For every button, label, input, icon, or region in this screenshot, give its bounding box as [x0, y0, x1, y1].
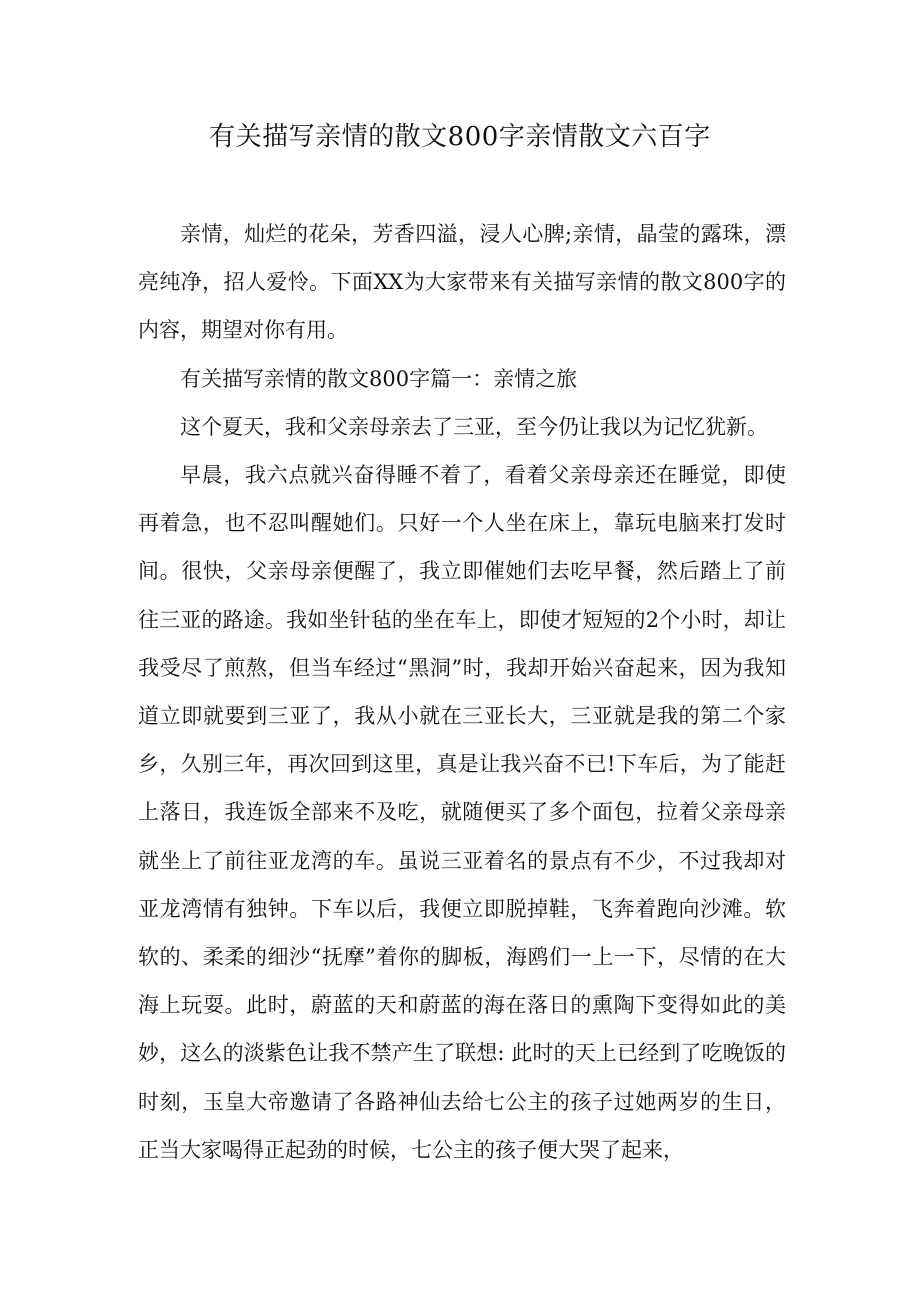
paragraph-intro: 亲情，灿烂的花朵，芳香四溢，浸人心脾;亲情，晶莹的露珠，漂亮纯净，招人爱怜。下面XX为大家带来有关描写亲情的散文800字的内容，期望对你有用。: [138, 222, 786, 343]
document-body: [138, 210, 786, 1174]
paragraph-summer: 这个夏天，我和父亲母亲去了三亚，至今仍让我以为记忆犹新。: [180, 414, 768, 439]
paragraph-section-heading: 有关描写亲情的散文800字篇一：亲情之旅: [180, 366, 578, 391]
document-title: 有关描写亲情的散文800字亲情散文六百字: [209, 122, 711, 152]
paragraph-morning: 早晨，我六点就兴奋得睡不着了，看着父亲母亲还在睡觉，即使再着急，也不忍叫醒她们。只好一个人坐在床上，靠玩电脑来打发时间。很快，父亲母亲便醒了，我立即催她们去吃早餐，然后踏上了前往三亚的路途。我如坐针毡的坐在车上，即使才短短的2个小时，却让我受尽了煎熬，但当车经过“黑洞”时，我却开始兴奋起来，因为我知道立即就要到三亚了，我从小就在三亚长大，三亚就是我的第二个家乡，久别三年，再次回到这里，真是让我兴奋不已!下车后，为了能赶上落日，我连饭全部来不及吃，就随便买了多个面包，拉着父亲母亲就坐上了前往亚龙湾的车。虽说三亚着名的景点有不少，不过我却对亚龙湾情有独钟。下车以后，我便立即脱掉鞋，飞奔着跑向沙滩。软软的、柔柔的细沙“抚摩”着你的脚板，海鸥们一上一下，尽情的在大海上玩耍。此时，蔚蓝的天和蔚蓝的海在落日的熏陶下变得如此的美妙，这么的淡紫色让我不禁产生了联想: 此时的天上已经到了吃晚饭的时刻，玉皇大帝邀请了各路神仙去给七公主的孩子过她两岁的生日，正当大家喝得正起劲的时候，七公主的孩子便大哭了起来，: [138, 463, 786, 1162]
